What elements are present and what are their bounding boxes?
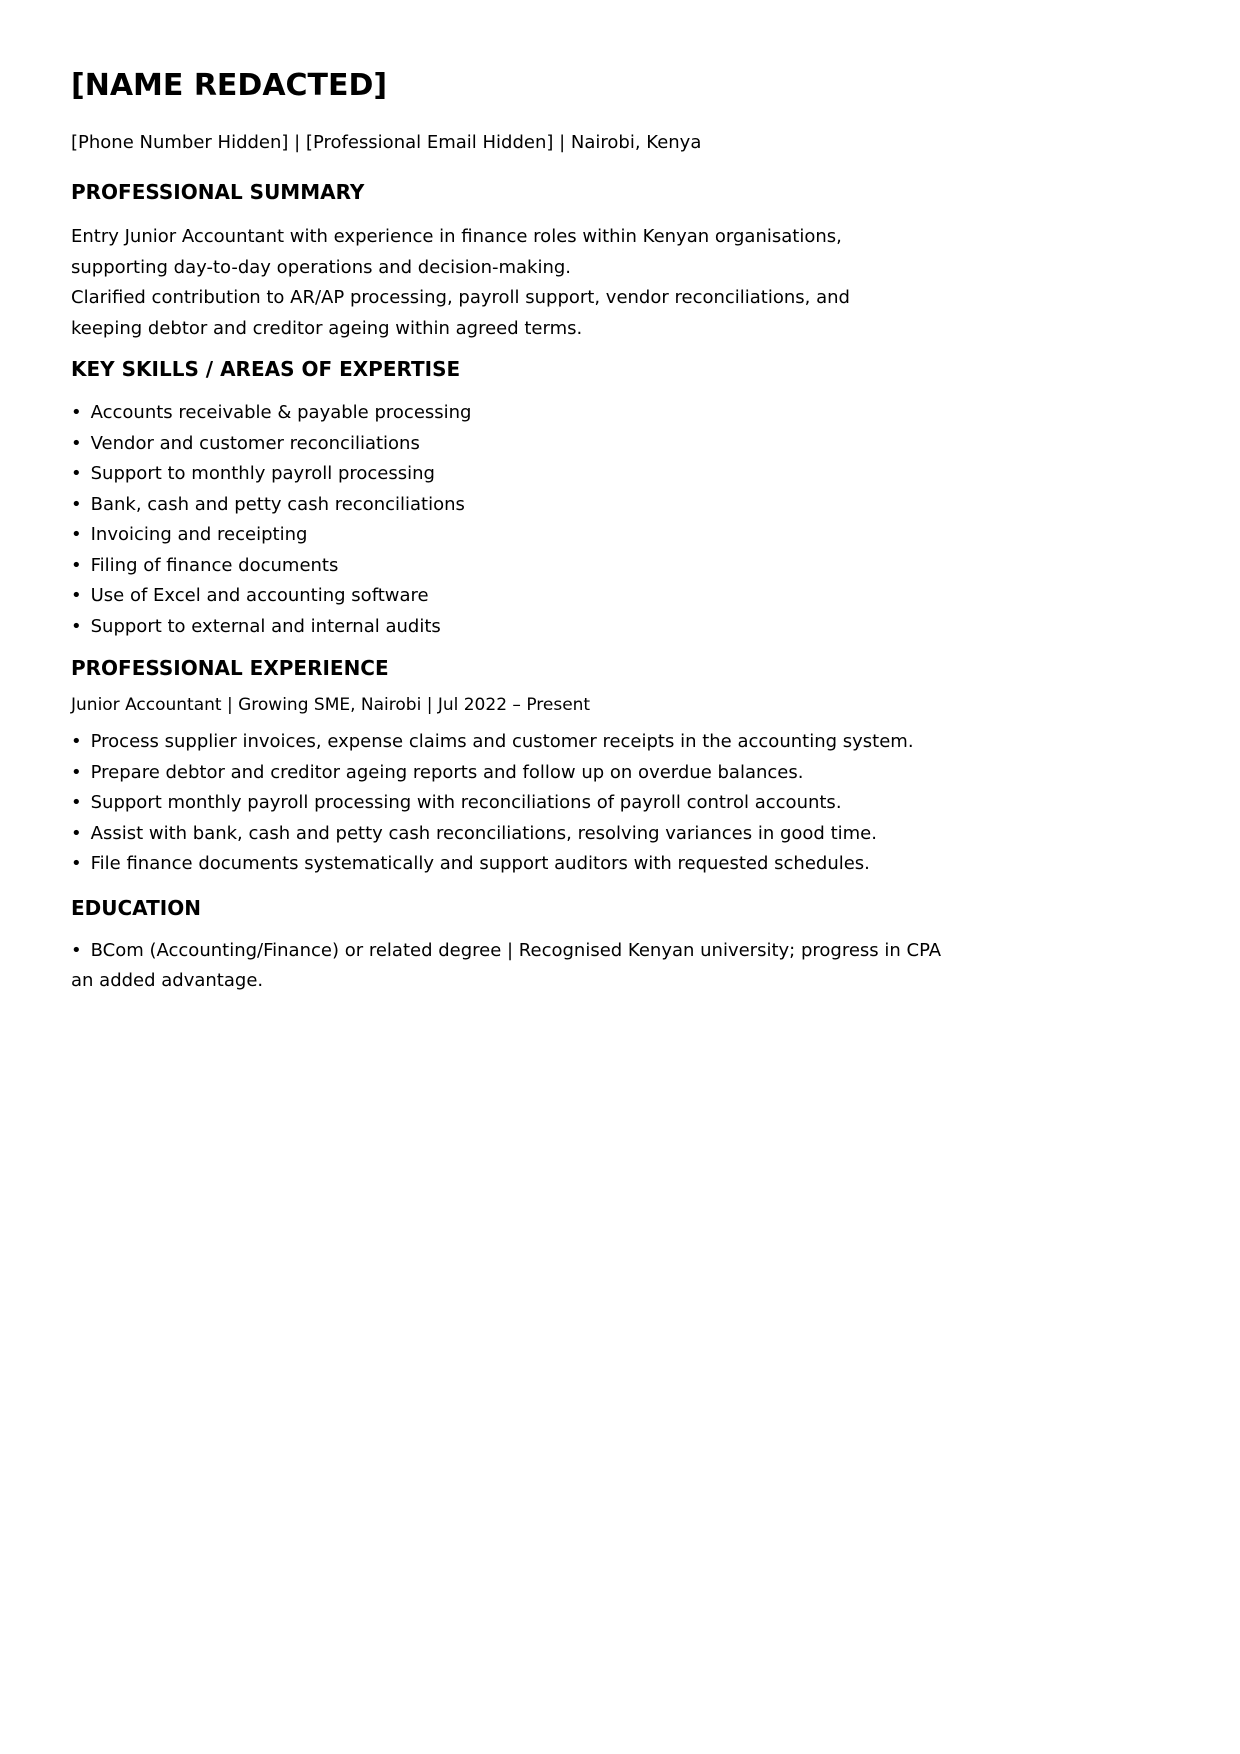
experience-item — [71, 758, 1169, 789]
education-line-text: BCom (Accounting/Finance) or related degree | Recognised Kenyan university; progress in CPA — [90, 939, 942, 961]
skill-item-text: Use of Excel and accounting software — [90, 585, 429, 606]
section-education — [71, 897, 1169, 997]
experience-item — [71, 788, 1169, 819]
skill-item-text: Invoicing and receipting — [90, 524, 308, 545]
skill-item — [71, 612, 1169, 643]
skill-item — [71, 429, 1169, 460]
skill-item-text: Accounts receivable & payable processing — [90, 402, 472, 423]
skill-item-text: Support to monthly payroll processing — [90, 463, 435, 484]
summary-paragraph — [71, 222, 1169, 344]
skill-item — [71, 398, 1169, 429]
summary-heading: PROFESSIONAL SUMMARY — [71, 180, 365, 204]
skill-item — [71, 551, 1169, 582]
skill-item — [71, 581, 1169, 612]
experience-item-text: File finance documents systematically and support auditors with requested schedules. — [90, 853, 870, 874]
skill-item-text: Bank, cash and petty cash reconciliations — [90, 493, 465, 515]
skill-item — [71, 520, 1169, 551]
education-line — [71, 936, 1169, 967]
summary-line: keeping debtor and creditor ageing within agreed terms. — [71, 317, 583, 339]
education-line: an added advantage. — [71, 970, 264, 991]
experience-role-line: Junior Accountant | Growing SME, Nairobi | Jul 2022 – Present — [71, 695, 591, 715]
experience-item-text: Assist with bank, cash and petty cash reconciliations, resolving variances in good time. — [90, 822, 877, 844]
bullet-marker: • — [71, 402, 82, 423]
bullet-marker: • — [71, 585, 82, 606]
education-heading: EDUCATION — [71, 895, 201, 920]
bullet-marker: • — [71, 731, 82, 752]
section-key-skills — [71, 358, 1169, 642]
section-professional-summary — [71, 181, 1169, 344]
section-professional-experience — [71, 657, 1169, 880]
summary-line: supporting day-to-day operations and decision-making. — [71, 256, 572, 278]
education-item — [71, 936, 1169, 997]
bullet-marker: • — [71, 822, 82, 844]
skill-item — [71, 459, 1169, 490]
summary-line: Entry Junior Accountant with experience in finance roles within Kenyan organisations, — [71, 226, 842, 247]
skills-list — [71, 398, 1169, 642]
bullet-marker: • — [71, 615, 82, 637]
experience-item-text: Process supplier invoices, expense claims and customer receipts in the accounting system. — [90, 731, 914, 752]
experience-item-text: Support monthly payroll processing with reconciliations of payroll control accounts. — [90, 792, 842, 813]
bullet-marker: • — [71, 792, 82, 813]
bullet-marker: • — [71, 939, 82, 961]
bullet-marker: • — [71, 493, 82, 515]
experience-item-text: Prepare debtor and creditor ageing reports and follow up on overdue balances. — [90, 761, 804, 783]
page-title: [NAME REDACTED] — [71, 68, 388, 103]
skill-item-text: Support to external and internal audits — [90, 615, 441, 637]
experience-heading: PROFESSIONAL EXPERIENCE — [71, 656, 389, 680]
contact-line: [Phone Number Hidden] | [Professional Email Hidden] | Nairobi, Kenya — [71, 132, 702, 153]
experience-item — [71, 819, 1169, 850]
skill-item — [71, 490, 1169, 521]
skill-item-text: Vendor and customer reconciliations — [90, 432, 420, 454]
experience-list — [71, 727, 1169, 880]
bullet-marker: • — [71, 761, 82, 783]
skills-heading: KEY SKILLS / AREAS OF EXPERTISE — [71, 357, 461, 381]
bullet-marker: • — [71, 554, 82, 576]
bullet-marker: • — [71, 853, 82, 874]
skill-item-text: Filing of finance documents — [90, 554, 339, 576]
experience-item — [71, 849, 1169, 880]
bullet-marker: • — [71, 463, 82, 484]
experience-item — [71, 727, 1169, 758]
bullet-marker: • — [71, 432, 82, 454]
summary-line: Clarified contribution to AR/AP processing, payroll support, vendor reconciliations, and — [71, 287, 850, 308]
bullet-marker: • — [71, 524, 82, 545]
